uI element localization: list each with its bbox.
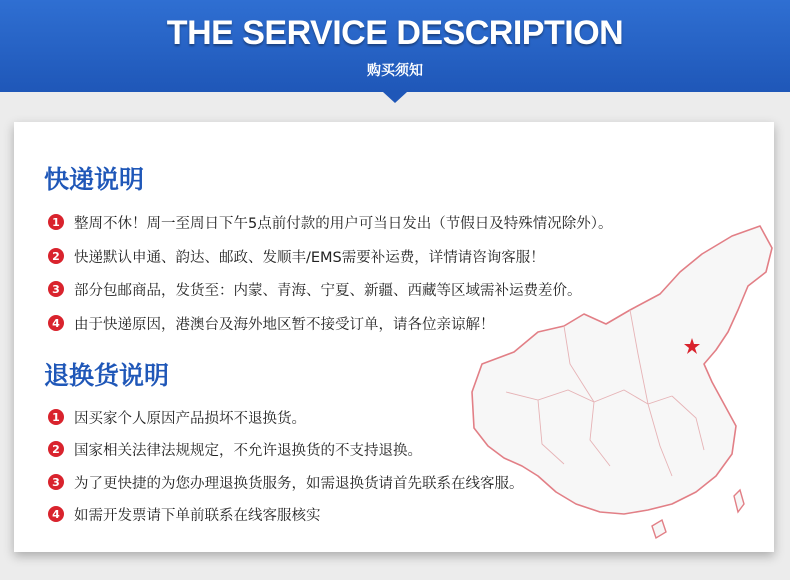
- number-badge-icon: 1: [48, 214, 64, 230]
- section-title-shipping: 快递说明: [44, 165, 145, 194]
- list-item-text: 因买家个人原因产品损坏不退换货。: [74, 410, 306, 427]
- list-item: [48, 312, 495, 334]
- number-badge-icon: 4: [48, 315, 64, 331]
- list-item-text: 由于快递原因，港澳台及海外地区暂不接受订单，请各位亲谅解！: [74, 316, 495, 333]
- number-badge-icon: 1: [48, 409, 64, 425]
- list-item: [48, 278, 582, 300]
- banner-title: THE SERVICE DESCRIPTION: [166, 14, 624, 52]
- list-item: [48, 471, 524, 493]
- list-item-text: 为了更快捷的为您办理退换货服务，如需退换货请首先联系在线客服。: [74, 475, 524, 492]
- list-item-text: 如需开发票请下单前联系在线客服核实: [74, 507, 321, 524]
- header-banner: [0, 0, 790, 92]
- number-badge-icon: 3: [48, 474, 64, 490]
- banner-subtitle: 购买须知: [367, 63, 423, 79]
- content-card: [14, 122, 774, 552]
- banner-pointer-arrow: [383, 92, 407, 103]
- list-item: [48, 406, 306, 428]
- number-badge-icon: 2: [48, 441, 64, 457]
- section-title-returns: 退换货说明: [44, 361, 170, 390]
- number-badge-icon: 4: [48, 506, 64, 522]
- list-item-text: 整周不休！周一至周日下午5点前付款的用户可当日发出（节假日及特殊情况除外）。: [74, 215, 613, 232]
- number-badge-icon: 3: [48, 281, 64, 297]
- list-item: [48, 503, 321, 525]
- list-item-text: 快递默认申通、韵达、邮政、发顺丰/EMS需要补运费，详情请咨询客服！: [74, 249, 545, 266]
- list-item: [48, 211, 612, 233]
- list-item: [48, 438, 422, 460]
- list-item-text: 国家相关法律法规规定，不允许退换货的不支持退换。: [74, 442, 422, 459]
- list-item-text: 部分包邮商品，发货至：内蒙、青海、宁夏、新疆、西藏等区域需补运费差价。: [74, 282, 582, 299]
- number-badge-icon: 2: [48, 248, 64, 264]
- list-item: [48, 245, 545, 267]
